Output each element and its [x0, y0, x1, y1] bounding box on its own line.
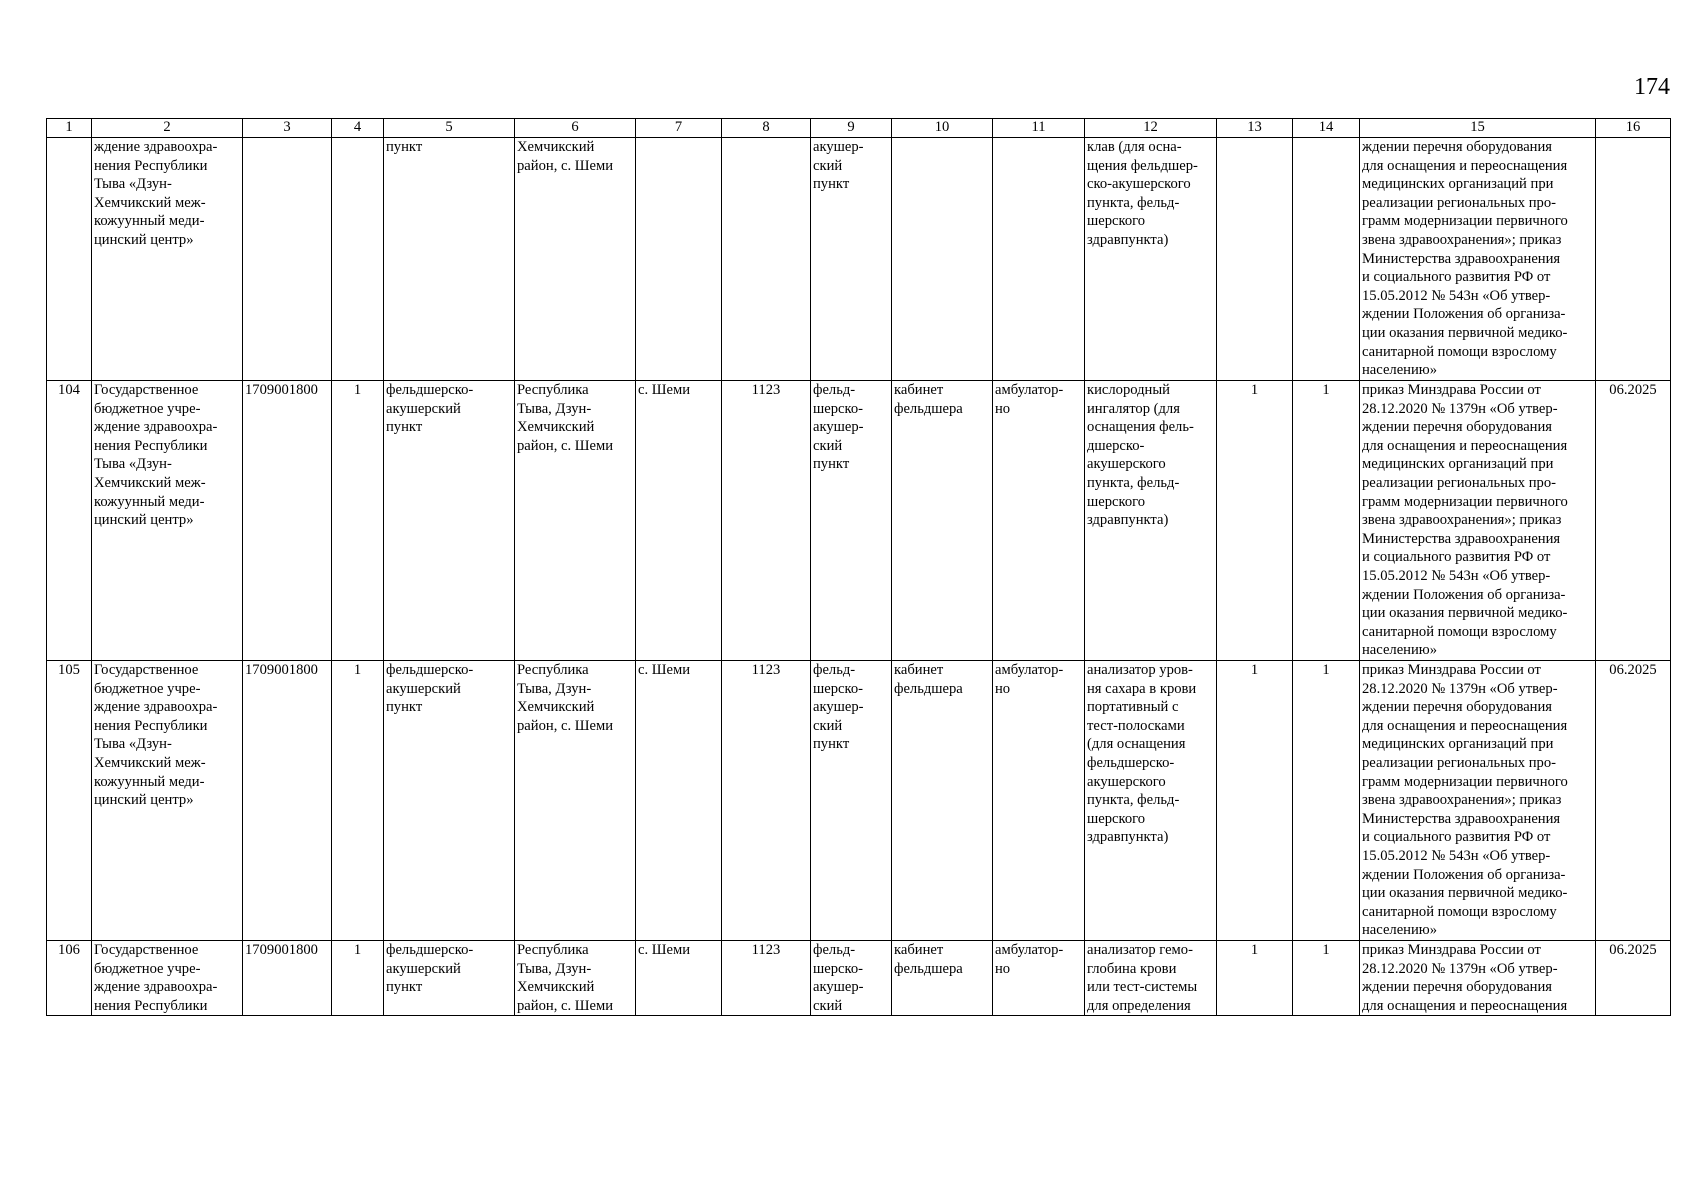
legal-basis-cell: приказ Минздрава России от 28.12.2020 № 1379н «Об утвер- ждении перечня оборудования для оснащения и переоснащения медицинских организаций при реализации региональных про- грамм модернизации первичного звена здравоохранения»; приказ Министерства здравоохранения и социального развития РФ от 15.05.2012 № 543н «Об утвер- ждении Положения об организа- ции оказания первичной медико- санитарной помощи взрослому населению» [1360, 661, 1596, 941]
column-header: 5 [384, 119, 515, 138]
column-header: 4 [332, 119, 384, 138]
date-cell: 06.2025 [1596, 381, 1671, 661]
column-header: 1 [47, 119, 92, 138]
date-cell [1596, 138, 1671, 381]
structure-cell: фельд- шерско- акушер- ский [811, 941, 892, 1016]
legal-basis-cell: приказ Минздрава России от 28.12.2020 № 1379н «Об утвер- ждении перечня оборудования для оснащения и переоснащения медицинских организаций при реализации региональных про- грамм модернизации первичного звена здравоохранения»; приказ Министерства здравоохранения и социального развития РФ от 15.05.2012 № 543н «Об утвер- ждении Положения об организа- ции оказания первичной медико- санитарной помощи взрослому населению» [1360, 381, 1596, 661]
quantity-planned-cell [1293, 138, 1360, 381]
table-row [47, 381, 1671, 661]
quantity-planned-cell: 1 [1293, 381, 1360, 661]
population-cell: 1123 [722, 661, 811, 941]
count-cell [332, 138, 384, 381]
address-cell: Республика Тыва, Дзун- Хемчикский район, с. Шеми [515, 661, 636, 941]
room-cell: кабинет фельдшера [892, 381, 993, 661]
column-header: 7 [636, 119, 722, 138]
locality-cell: с. Шеми [636, 661, 722, 941]
row-number-cell: 105 [47, 661, 92, 941]
header-row [47, 119, 1671, 138]
column-header: 9 [811, 119, 892, 138]
care-condition-cell: амбулатор- но [993, 381, 1085, 661]
room-cell: кабинет фельдшера [892, 941, 993, 1016]
institution-cell: ждение здравоохра- нения Республики Тыва «Дзун- Хемчикский меж- кожуунный меди- цинский центр» [92, 138, 243, 381]
locality-cell: с. Шеми [636, 381, 722, 661]
column-header: 2 [92, 119, 243, 138]
date-cell: 06.2025 [1596, 941, 1671, 1016]
structure-cell: фельд- шерско- акушер- ский пункт [811, 661, 892, 941]
population-cell: 1123 [722, 941, 811, 1016]
column-header: 10 [892, 119, 993, 138]
unit-type-cell: пункт [384, 138, 515, 381]
count-cell: 1 [332, 661, 384, 941]
population-cell: 1123 [722, 381, 811, 661]
equipment-table [46, 118, 1671, 1016]
equipment-cell: анализатор уров- ня сахара в крови портативный с тест-полосками (для оснащения фельдшерско- акушерского пункта, фельд- шерского здравпункта) [1085, 661, 1217, 941]
column-header: 8 [722, 119, 811, 138]
table-row [47, 138, 1671, 381]
quantity-planned-cell: 1 [1293, 941, 1360, 1016]
population-cell [722, 138, 811, 381]
equipment-cell: кислородный ингалятор (для оснащения фель- дшерско- акушерского пункта, фельд- шерского здравпункта) [1085, 381, 1217, 661]
care-condition-cell: амбулатор- но [993, 661, 1085, 941]
care-condition-cell: амбулатор- но [993, 941, 1085, 1016]
row-number-cell: 104 [47, 381, 92, 661]
institution-cell: Государственное бюджетное учре- ждение здравоохра- нения Республики Тыва «Дзун- Хемчикский меж- кожуунный меди- цинский центр» [92, 381, 243, 661]
table-row [47, 661, 1671, 941]
code-cell: 1709001800 [243, 381, 332, 661]
code-cell [243, 138, 332, 381]
column-header: 14 [1293, 119, 1360, 138]
code-cell: 1709001800 [243, 661, 332, 941]
unit-type-cell: фельдшерско- акушерский пункт [384, 381, 515, 661]
unit-type-cell: фельдшерско- акушерский пункт [384, 941, 515, 1016]
equipment-cell: анализатор гемо- глобина крови или тест-системы для определения [1085, 941, 1217, 1016]
address-cell: Республика Тыва, Дзун- Хемчикский район, с. Шеми [515, 941, 636, 1016]
quantity-required-cell [1217, 138, 1293, 381]
legal-basis-cell: приказ Минздрава России от 28.12.2020 № 1379н «Об утвер- ждении перечня оборудования для оснащения и переоснащения [1360, 941, 1596, 1016]
care-condition-cell [993, 138, 1085, 381]
structure-cell: фельд- шерско- акушер- ский пункт [811, 381, 892, 661]
column-header: 13 [1217, 119, 1293, 138]
institution-cell: Государственное бюджетное учре- ждение здравоохра- нения Республики Тыва «Дзун- Хемчикский меж- кожуунный меди- цинский центр» [92, 661, 243, 941]
address-cell: Республика Тыва, Дзун- Хемчикский район, с. Шеми [515, 381, 636, 661]
unit-type-cell: фельдшерско- акушерский пункт [384, 661, 515, 941]
address-cell: Хемчикский район, с. Шеми [515, 138, 636, 381]
quantity-required-cell: 1 [1217, 381, 1293, 661]
locality-cell [636, 138, 722, 381]
structure-cell: акушер- ский пункт [811, 138, 892, 381]
count-cell: 1 [332, 381, 384, 661]
room-cell [892, 138, 993, 381]
column-header: 15 [1360, 119, 1596, 138]
quantity-required-cell: 1 [1217, 661, 1293, 941]
column-header: 16 [1596, 119, 1671, 138]
row-number-cell [47, 138, 92, 381]
code-cell: 1709001800 [243, 941, 332, 1016]
page-number: 174 [1634, 74, 1670, 100]
locality-cell: с. Шеми [636, 941, 722, 1016]
quantity-required-cell: 1 [1217, 941, 1293, 1016]
room-cell: кабинет фельдшера [892, 661, 993, 941]
legal-basis-cell: ждении перечня оборудования для оснащения и переоснащения медицинских организаций при реализации региональных про- грамм модернизации первичного звена здравоохранения»; приказ Министерства здравоохранения и социального развития РФ от 15.05.2012 № 543н «Об утвер- ждении Положения об организа- ции оказания первичной медико- санитарной помощи взрослому населению» [1360, 138, 1596, 381]
column-header: 12 [1085, 119, 1217, 138]
institution-cell: Государственное бюджетное учре- ждение здравоохра- нения Республики [92, 941, 243, 1016]
table-row [47, 941, 1671, 1016]
column-header: 11 [993, 119, 1085, 138]
row-number-cell: 106 [47, 941, 92, 1016]
equipment-cell: клав (для осна- щения фельдшер- ско-акушерского пункта, фельд- шерского здравпункта) [1085, 138, 1217, 381]
date-cell: 06.2025 [1596, 661, 1671, 941]
quantity-planned-cell: 1 [1293, 661, 1360, 941]
column-header: 3 [243, 119, 332, 138]
column-header: 6 [515, 119, 636, 138]
count-cell: 1 [332, 941, 384, 1016]
